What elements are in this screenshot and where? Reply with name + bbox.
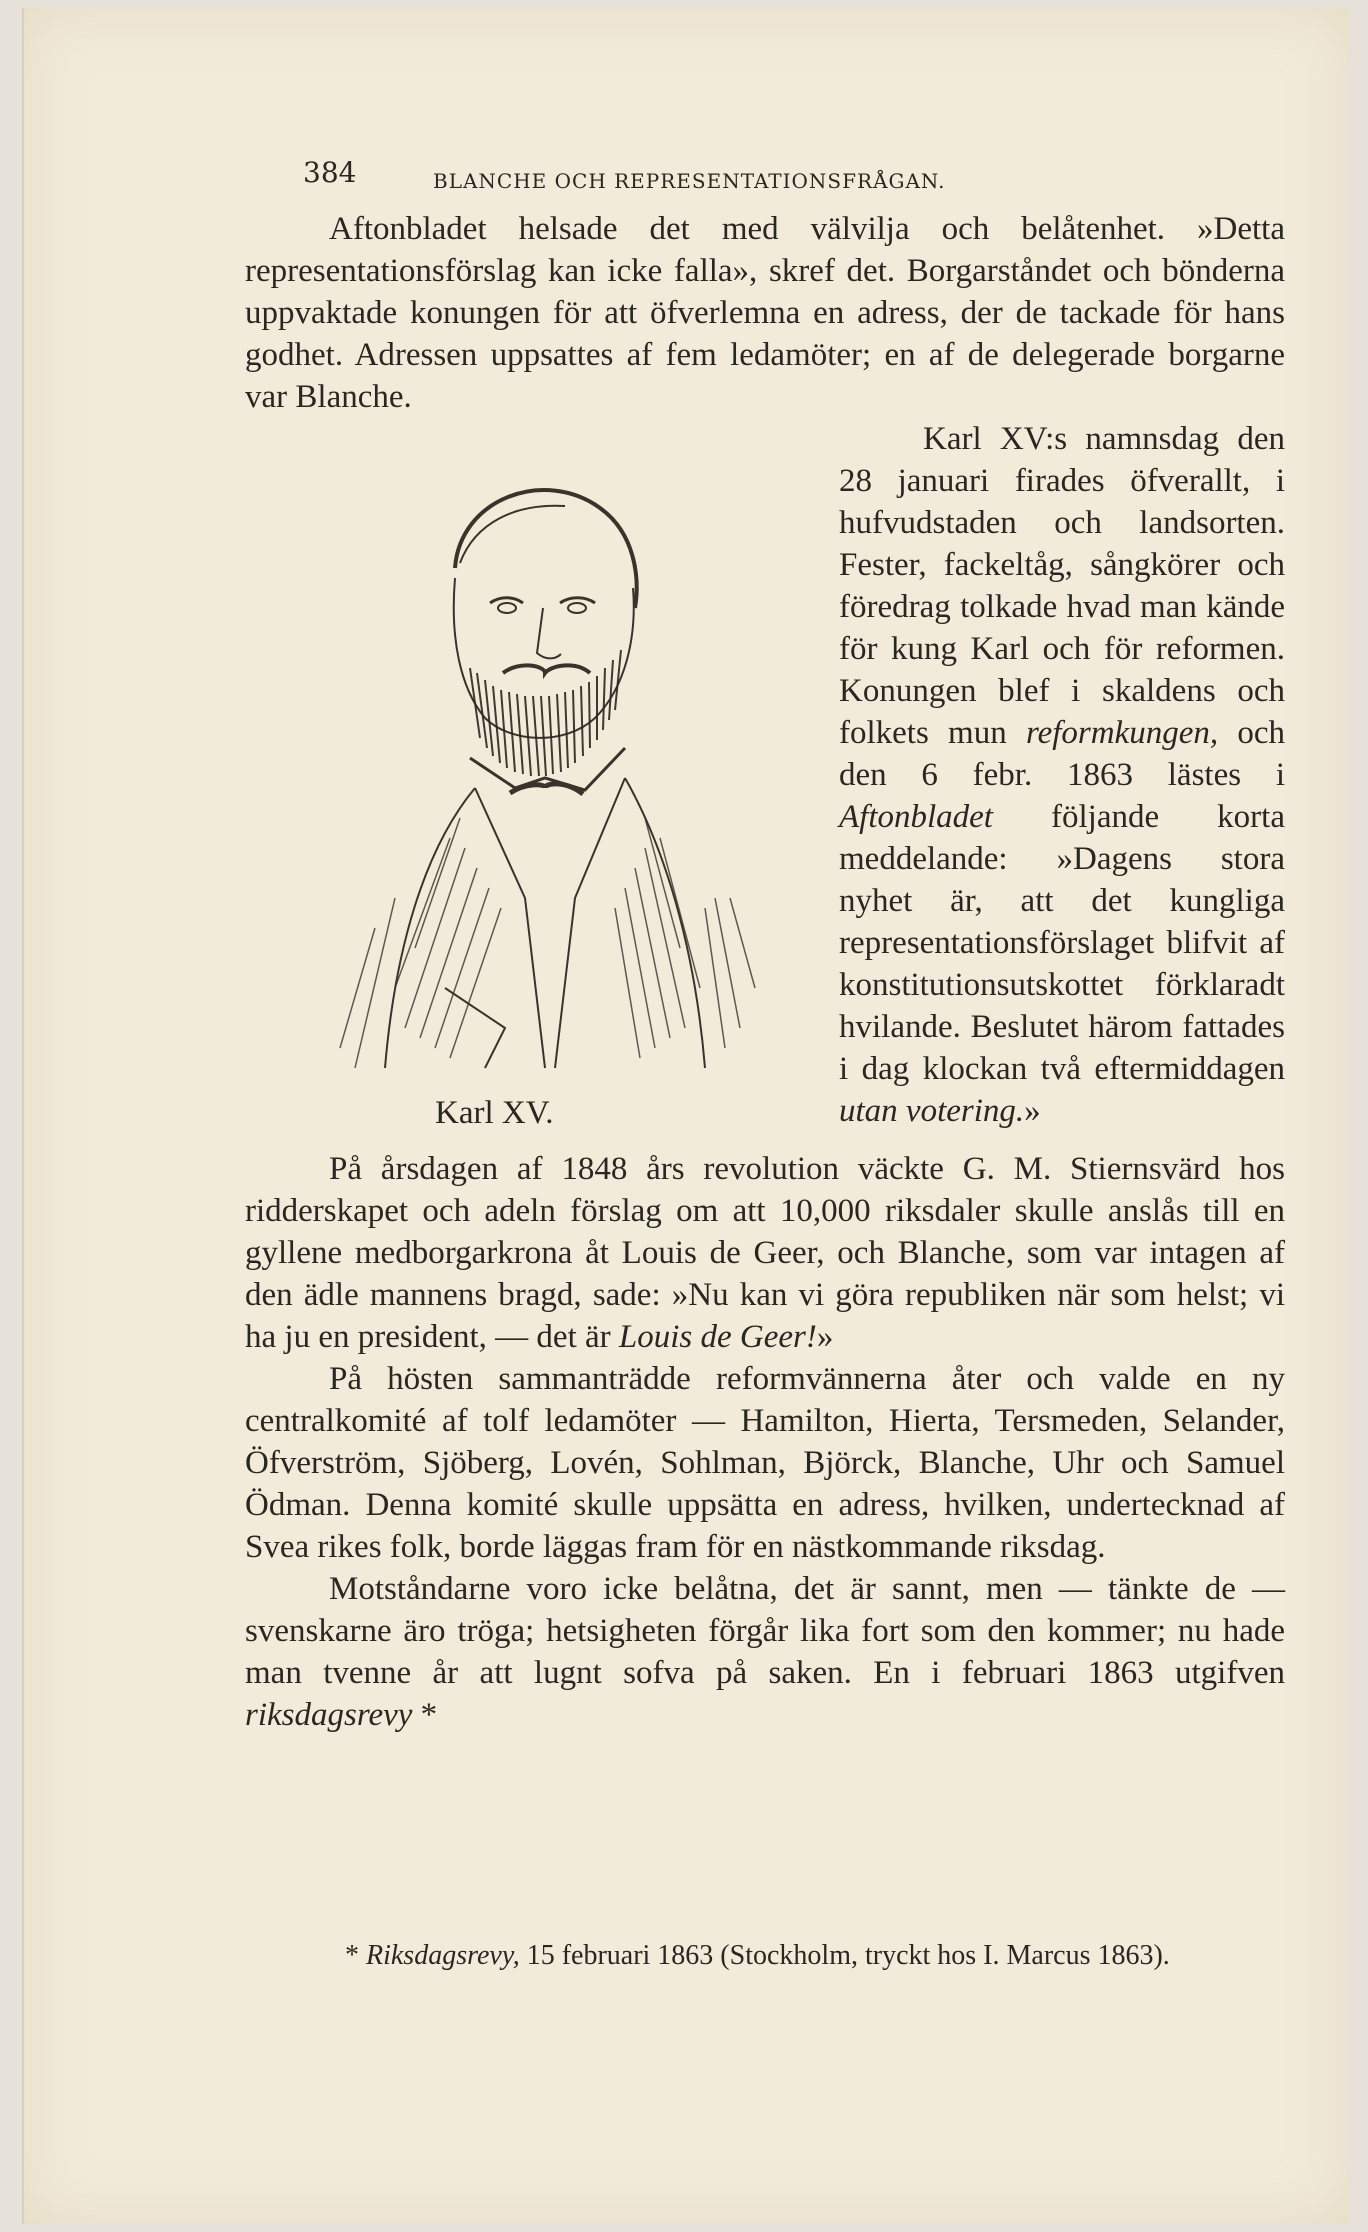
book-page xyxy=(22,8,1348,2224)
paragraph-5 xyxy=(245,1568,1285,1736)
paragraph-2-italic-3: utan votering. xyxy=(839,1093,1025,1129)
paragraph-2-italic-1: reformkungen, xyxy=(1025,715,1219,751)
paragraph-2-italic-2: Aftonbladet xyxy=(839,799,993,835)
running-title: BLANCHE OCH REPRESENTATIONSFRÅGAN. xyxy=(433,169,946,193)
portrait-of-karl-xv xyxy=(245,428,805,1088)
paragraph-2-text-a: Karl XV:s namnsdag den 28 januari firades öfverallt, i hufvudstaden och landsorten. Fester, fackeltåg, sångkörer och föredrag tolkade hvad man kände för kung Karl och för reformen. Konungen blef i skaldens och folkets mun xyxy=(839,421,1285,751)
paragraph-3-italic: Louis de Geer! xyxy=(618,1319,817,1355)
footnote-text: 15 februari 1863 (Stockholm, tryckt hos I. Marcus 1863). xyxy=(519,1940,1170,1971)
paragraph-5-text-a: Motståndarne voro icke belåtna, det är sannt, men — tänkte de — svenskarne äro tröga; hetsigheten förgår lika fort som den kommer; nu hade man tvenne år att lugnt sofva på saken. En i februari 1863 utgifven xyxy=(245,1571,1285,1691)
paragraph-2-text-c: följande korta meddelande: »Dagens stora nyhet är, att det kungliga representationsförslaget blifvit af konstitutionsutskottet förklaradt hvilande. Beslutet härom fattades i dag klockan två eftermiddagen xyxy=(839,799,1285,1087)
paragraph-3-text-a: På årsdagen af 1848 års revolution väckte G. M. Stiernsvärd hos ridderskapet och adeln förslag om att 10,000 riksdaler skulle anslås till en gyllene medborgarkrona åt Louis de Geer, och Blanche, som var intagen af den ädle mannens bragd, sade: »Nu kan vi göra republiken när som helst; vi ha ju en president, — det är xyxy=(245,1151,1285,1355)
paragraph-2-text-b: och den 6 febr. 1863 lästes i xyxy=(839,715,1285,793)
paragraph-3-text-b: » xyxy=(816,1319,834,1355)
figure-caption: Karl XV. xyxy=(435,1095,554,1131)
footnote-marker: * xyxy=(345,1940,366,1971)
text-block xyxy=(245,138,1285,1736)
paragraph-3 xyxy=(245,1148,1285,1358)
paragraph-4: På hösten sammanträdde reformvännerna åter och valde en ny centralkomité af tolf ledamöter — Hamilton, Hierta, Tersmeden, Selander, Öfverström, Sjöberg, Lovén, Sohlman, Björck, Blanche, Uhr och Samuel Ödman. Denna komité skulle uppsätta en adress, hvilken, undertecknad af Svea rikes folk, borde läggas fram för en nästkommande riksdag. xyxy=(245,1361,1285,1565)
paragraph-5-text-b: * xyxy=(412,1697,438,1733)
portrait-figure xyxy=(245,428,805,1148)
paragraph-1: Aftonbladet helsade det med välvilja och belåtenhet. »Detta representationsförslag kan icke falla», skref det. Borgarståndet och bönderna uppvaktade konungen för att öfverlemna en adress, der de tackade för hans godhet. Adressen uppsattes af fem ledamöter; en af de delegerade borgarne var Blanche. xyxy=(245,211,1285,415)
page-header xyxy=(245,138,1285,208)
paragraph-5-italic: riksdagsrevy xyxy=(245,1697,413,1733)
footnote xyxy=(245,1938,1285,1974)
paragraph-2-text-d: » xyxy=(1024,1093,1041,1129)
footnote-italic: Riksdagsrevy, xyxy=(366,1940,520,1971)
page-number: 384 xyxy=(303,156,357,189)
